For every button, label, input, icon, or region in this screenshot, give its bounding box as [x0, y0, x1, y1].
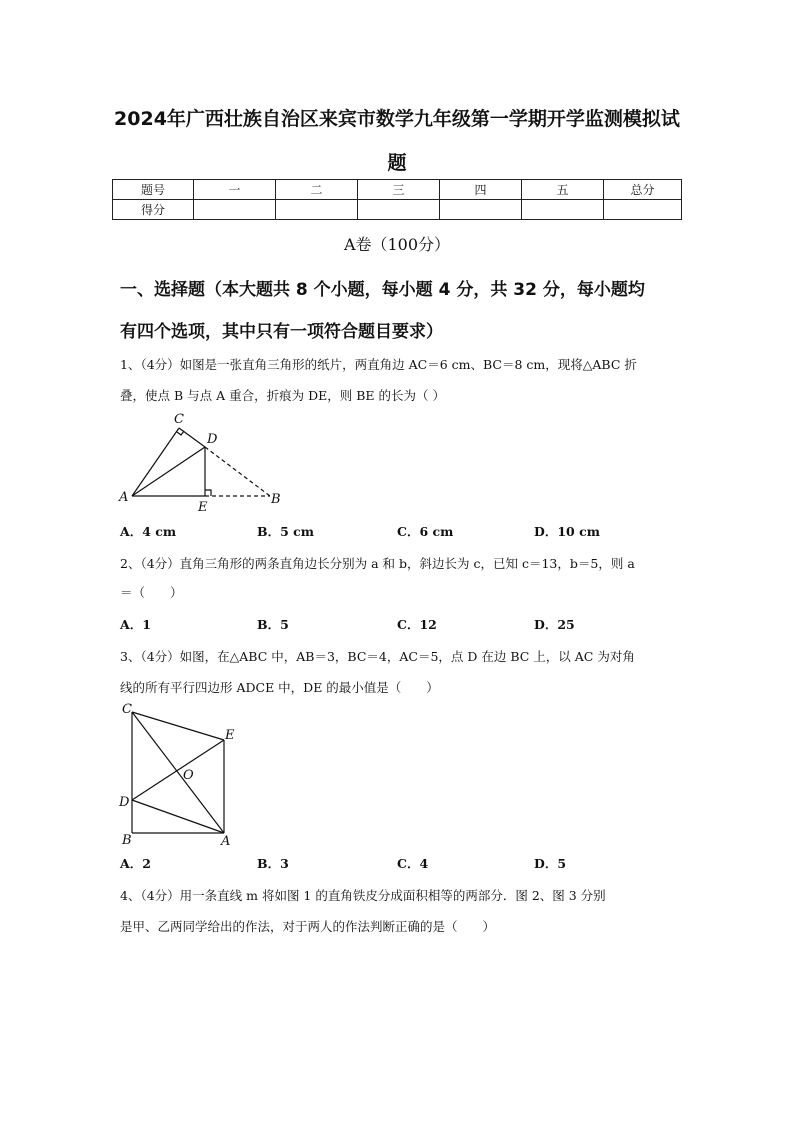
exam-title-line2: 题 [387, 152, 407, 174]
question-2-line1: 2、（4分）直角三角形的两条直角边长分别为 a 和 b，斜边长为 c，已知 c＝13，b＝5，则 a [120, 556, 635, 571]
question-2-line2: ＝（ ） [120, 585, 183, 600]
score-cell [276, 200, 358, 220]
question-3-line2: 线的所有平行四边形 ADCE 中，DE 的最小值是（ ） [120, 680, 439, 695]
option-a[interactable]: A．1 [120, 617, 151, 632]
segment-CA-diagonal [132, 712, 224, 833]
label-D: D [119, 795, 130, 810]
option-b[interactable]: B．5 [257, 617, 289, 632]
label-A: A [221, 834, 231, 848]
score-header-cell: 四 [440, 180, 522, 200]
label-E: E [225, 728, 235, 743]
section-heading-line2: 有四个选项，其中只有一项符合题目要求） [120, 322, 443, 342]
option-d[interactable]: D．5 [534, 856, 567, 871]
score-header-cell: 二 [276, 180, 358, 200]
option-d[interactable]: D．10 cm [534, 524, 600, 539]
right-angle-mark-C [177, 431, 184, 435]
score-table-score-row [113, 200, 682, 220]
option-c[interactable]: C．6 cm [397, 524, 454, 539]
segment-DE-diagonal [132, 740, 224, 800]
question-1-figure [115, 408, 290, 513]
label-C: C [174, 412, 184, 427]
option-a[interactable]: A．2 [120, 856, 151, 871]
label-D: D [207, 432, 218, 447]
question-1-line1: 1、（4分）如图是一张直角三角形的纸片，两直角边 AC＝6 cm、BC＝8 cm，现将△ABC 折 [120, 357, 637, 372]
label-A: A [119, 490, 129, 505]
volume-heading: A卷（100分） [343, 235, 451, 254]
segment-DB-dashed [205, 447, 270, 496]
score-header-cell: 题号 [113, 180, 194, 200]
option-c[interactable]: C．12 [397, 617, 437, 632]
question-4-line1: 4、（4分）用一条直线 m 将如图 1 的直角铁皮分成面积相等的两部分．图 2、图 3 分别 [120, 888, 606, 903]
score-header-cell: 五 [522, 180, 604, 200]
score-table-header-row [113, 180, 682, 200]
score-cell [522, 200, 604, 220]
label-C: C [122, 702, 132, 717]
label-E: E [198, 500, 208, 513]
score-table [112, 179, 682, 220]
score-header-cell: 一 [194, 180, 276, 200]
section-heading-line1: 一、选择题（本大题共 8 个小题，每小题 4 分，共 32 分，每小题均 [120, 280, 645, 300]
score-cell [194, 200, 276, 220]
option-b[interactable]: B．5 cm [257, 524, 314, 539]
exam-title-line1: 2024年广西壮族自治区来宾市数学九年级第一学期开学监测模拟试 [114, 108, 680, 130]
segment-AC [132, 428, 179, 496]
question-4-line2: 是甲、乙两同学给出的作法，对于两人的作法判断正确的是（ ） [120, 919, 496, 934]
question-3-line1: 3、（4分）如图，在△ABC 中，AB＝3，BC＝4，AC＝5，点 D 在边 BC 上，以 AC 为对角 [120, 649, 635, 664]
score-cell [358, 200, 440, 220]
label-O: O [183, 768, 194, 783]
option-c[interactable]: C．4 [397, 856, 429, 871]
segment-CE [132, 712, 224, 740]
option-b[interactable]: B．3 [257, 856, 289, 871]
score-cell [604, 200, 682, 220]
option-a[interactable]: A．4 cm [120, 524, 177, 539]
label-B: B [271, 492, 281, 507]
score-cell [440, 200, 522, 220]
score-header-cell: 三 [358, 180, 440, 200]
label-B: B [122, 833, 132, 848]
segment-DA [132, 800, 224, 833]
score-header-cell: 总分 [604, 180, 682, 200]
score-row-label: 得分 [113, 200, 194, 220]
right-angle-mark-E [205, 490, 211, 496]
question-1-line2: 叠，使点 B 与点 A 重合，折痕为 DE，则 BE 的长为（ ） [120, 388, 445, 403]
option-d[interactable]: D．25 [534, 617, 575, 632]
segment-AD [132, 447, 205, 496]
question-3-figure [112, 700, 247, 848]
segment-CD [179, 428, 205, 447]
